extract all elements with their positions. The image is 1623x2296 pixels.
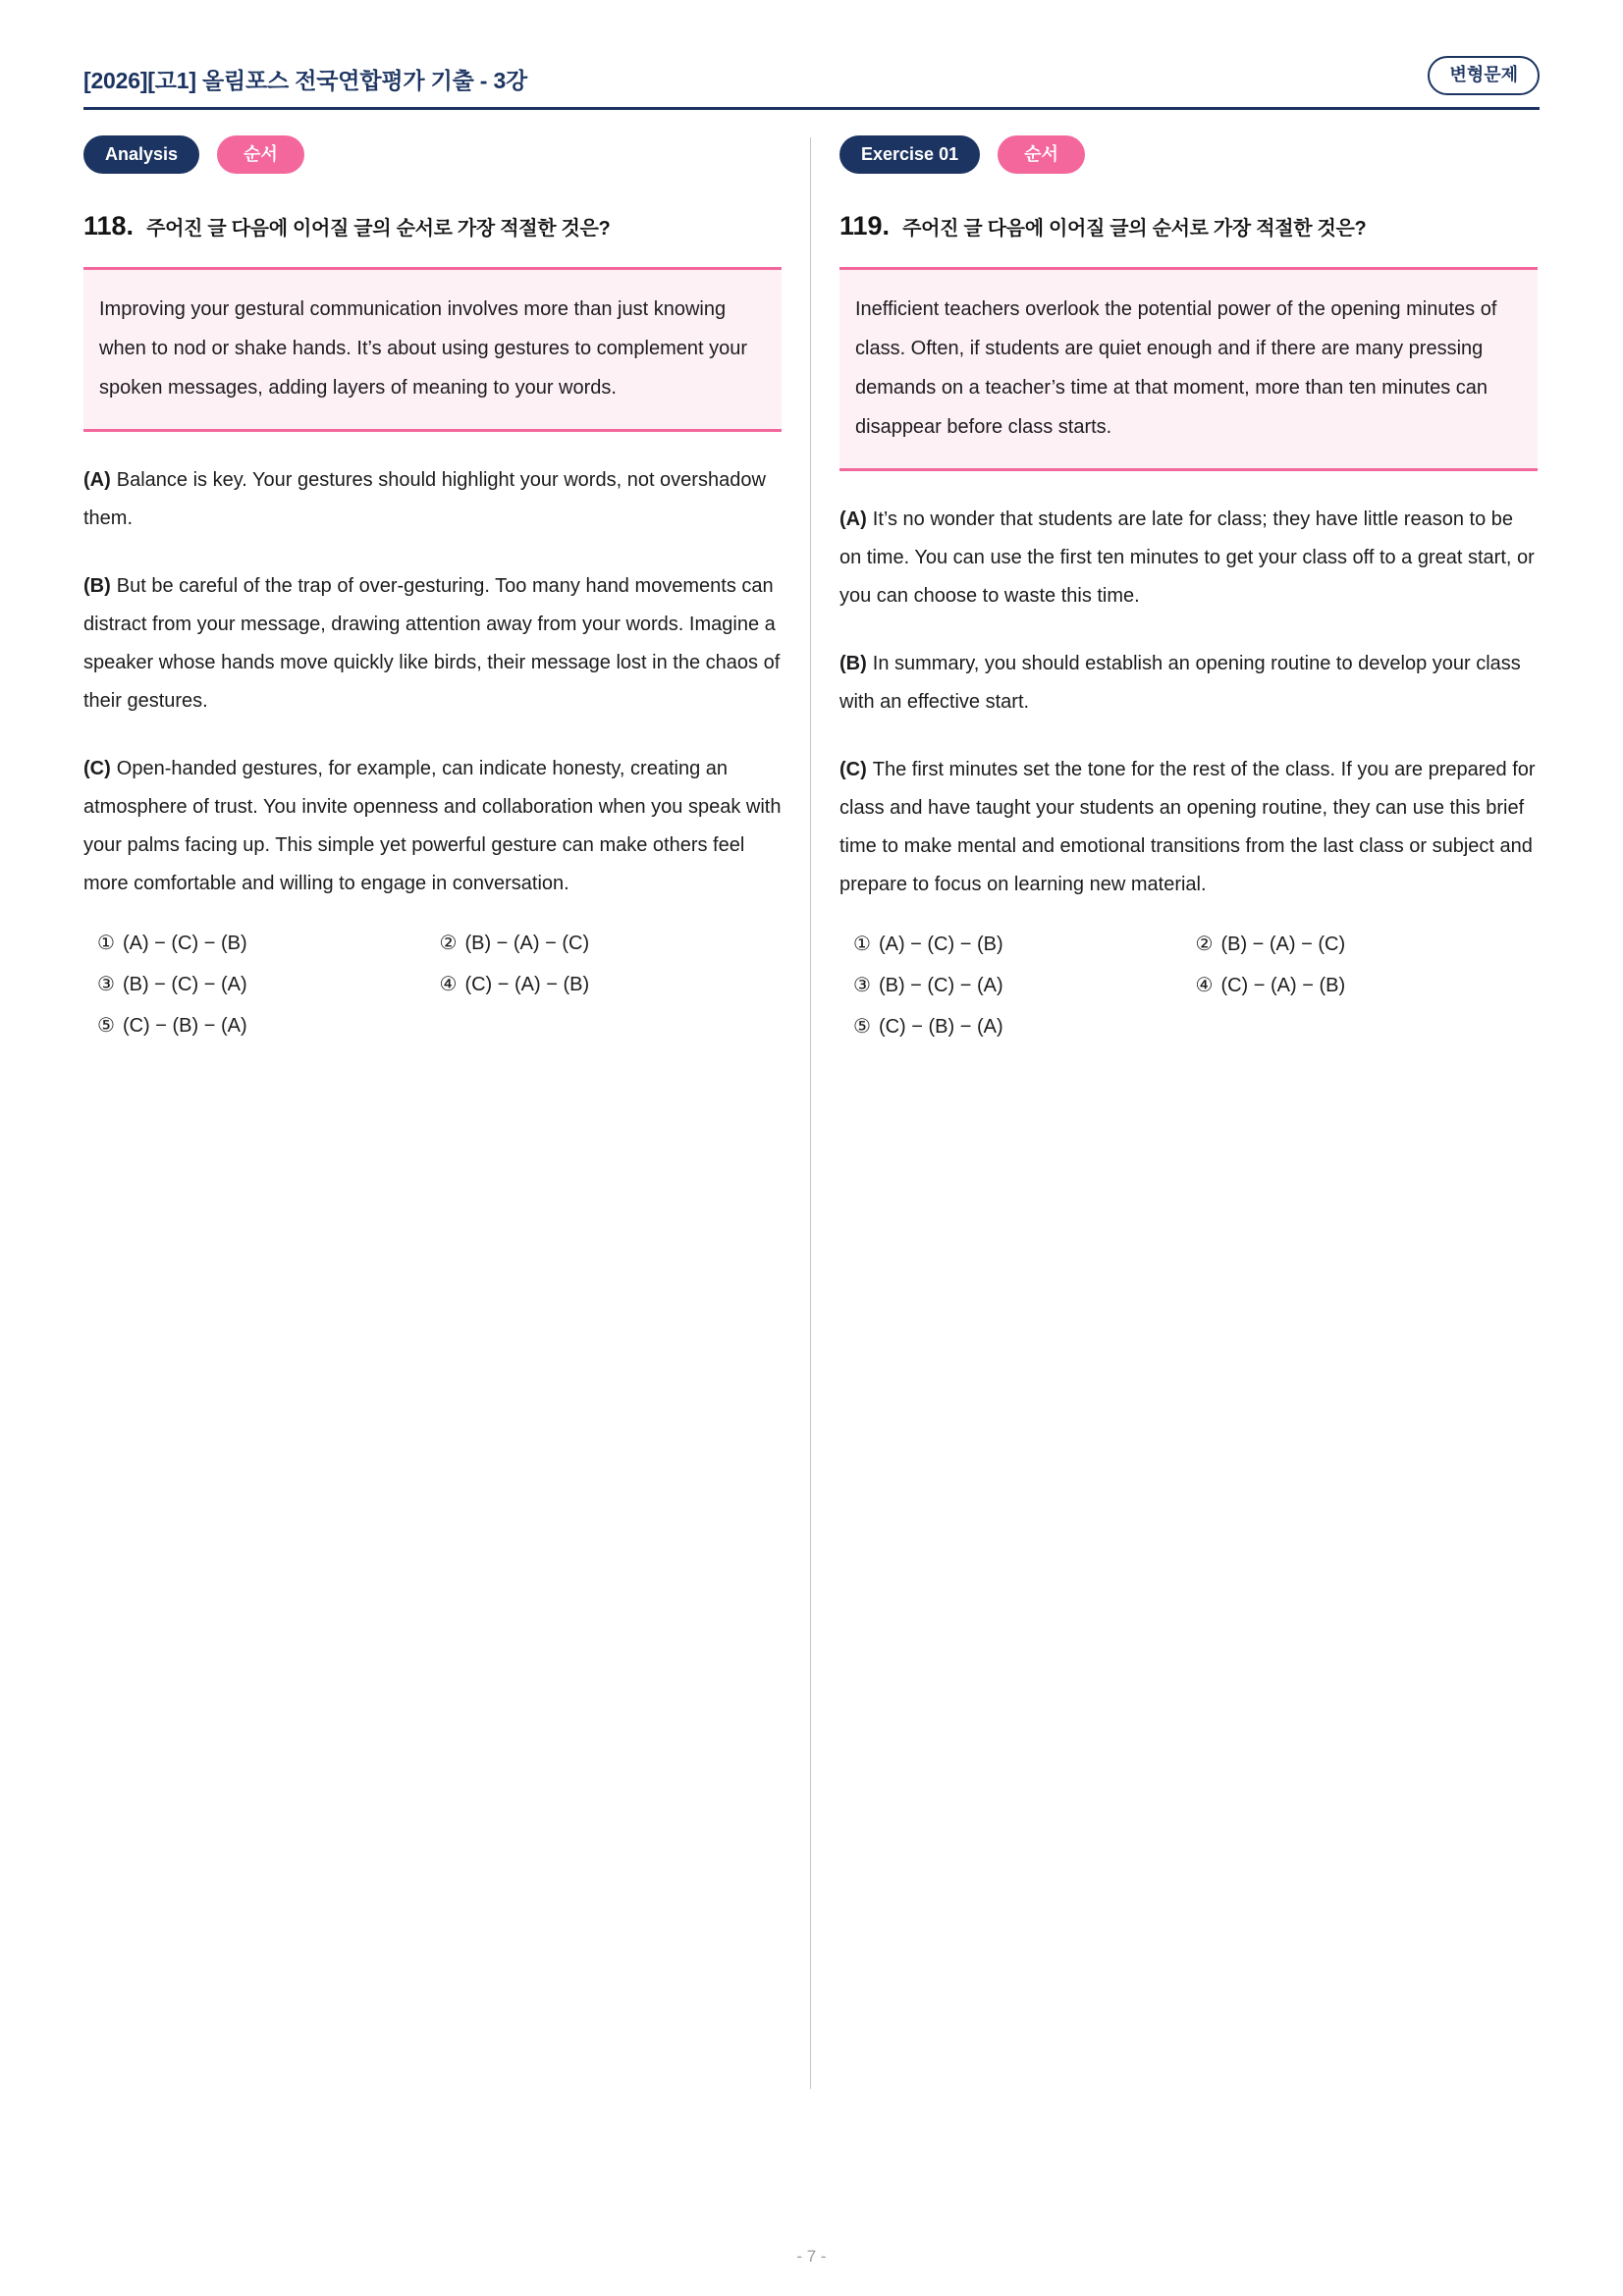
paragraph-text: Balance is key. Your gestures should highlight your words, not overshadow them. [83, 469, 766, 530]
choice-1 [853, 932, 1196, 956]
choice-2 [440, 931, 783, 955]
paragraph-text: Open-handed gestures, for example, can indicate honesty, creating an atmosphere of trust. You invite openness and collaboration when you speak with your palms facing up. This simple yet powerful gesture can make others feel more comfortable and willing to engage in conversation. [83, 758, 782, 895]
answer-choices [839, 932, 1538, 1039]
paragraph-text: But be careful of the trap of over-gesturing. Too many hand movements can distract from your message, drawing attention away from your words. Imagine a speaker whose hands move quickly like birds, their message lost in the chaos of their gestures. [83, 575, 781, 713]
paragraph-b [83, 567, 782, 721]
page-header [83, 56, 1540, 110]
paragraph-c [83, 750, 782, 903]
choice-text: (C) − (A) − (B) [464, 974, 590, 996]
page-number: - 7 - [796, 2247, 827, 2266]
choice-2 [1196, 932, 1539, 956]
choice-1 [97, 931, 440, 955]
paragraph-label: (A) [83, 469, 111, 492]
question-number: 118. [83, 211, 135, 241]
question-118-section [83, 135, 782, 2148]
choice-number: ⑤ [97, 1015, 115, 1038]
choice-number: ③ [97, 974, 115, 996]
choice-text: (C) − (A) − (B) [1220, 975, 1346, 997]
choice-5 [97, 1013, 440, 1038]
choice-number: ① [853, 934, 871, 956]
paragraph-a [839, 501, 1538, 615]
choice-number: ④ [1195, 975, 1214, 997]
type-badge-order: 순서 [217, 135, 304, 175]
choice-4 [1196, 973, 1539, 997]
question-heading [839, 211, 1538, 241]
paragraph-text: In summary, you should establish an opening routine to develop your class with an effective start. [839, 653, 1521, 714]
paragraph-a [83, 461, 782, 538]
paragraph-label: (C) [83, 758, 111, 780]
type-badge-order: 순서 [998, 135, 1085, 175]
badge-row [83, 135, 782, 175]
answer-choices [83, 931, 782, 1038]
choice-text: (B) − (C) − (A) [878, 975, 1003, 997]
paragraph-c [839, 751, 1538, 904]
choice-3 [97, 972, 440, 996]
paragraph-label: (B) [839, 653, 867, 675]
question-heading [83, 211, 782, 241]
choice-text: (B) − (C) − (A) [122, 974, 247, 996]
variant-problem-badge: 변형문제 [1428, 56, 1540, 95]
choice-3 [853, 973, 1196, 997]
choice-number: ④ [439, 974, 458, 996]
two-column-layout [83, 135, 1540, 2148]
paragraph-text: The first minutes set the tone for the rest of the class. If you are prepared for class and have taught your students an opening routine, they can use this brief time to make mental and emotional transitions from the last class or subject and prepare to focus on learning new material. [839, 759, 1536, 896]
question-prompt: 주어진 글 다음에 이어질 글의 순서로 가장 적절한 것은? [902, 218, 1367, 240]
paragraph-b [839, 645, 1538, 721]
paragraph-label: (C) [839, 759, 867, 781]
choice-number: ② [439, 933, 458, 955]
choice-number: ③ [853, 975, 871, 997]
category-badge-analysis: Analysis [83, 135, 199, 175]
choice-text: (A) − (C) − (B) [122, 933, 247, 955]
page-footer [0, 2247, 1623, 2267]
question-119-section [839, 135, 1538, 2148]
choice-number: ⑤ [853, 1016, 871, 1039]
paragraph-label: (B) [83, 575, 111, 598]
page-title: [2026][고1] 올림포스 전국연합평가 기출 - 3강 [83, 67, 528, 93]
column-divider [810, 137, 811, 2089]
choice-number: ② [1195, 934, 1214, 956]
question-prompt: 주어진 글 다음에 이어질 글의 순서로 가장 적절한 것은? [146, 218, 611, 240]
question-number: 119. [839, 211, 891, 241]
choice-number: ① [97, 933, 115, 955]
category-badge-exercise-01: Exercise 01 [839, 135, 980, 175]
passage-box: Improving your gestural communication involves more than just knowing when to nod or shake hands. It’s about using gestures to complement your spoken messages, adding layers of meaning to your words. [83, 267, 782, 432]
choice-5 [853, 1014, 1196, 1039]
choice-text: (C) − (B) − (A) [878, 1016, 1003, 1039]
choice-text: (B) − (A) − (C) [1220, 934, 1346, 956]
badge-row [839, 135, 1538, 175]
choice-4 [440, 972, 783, 996]
choice-text: (C) − (B) − (A) [122, 1015, 247, 1038]
choice-text: (A) − (C) − (B) [878, 934, 1003, 956]
paragraph-label: (A) [839, 508, 867, 531]
paragraph-text: It’s no wonder that students are late for class; they have little reason to be on time. You can use the first ten minutes to get your class off to a great start, or you can choose to waste this time. [839, 508, 1535, 608]
choice-text: (B) − (A) − (C) [464, 933, 590, 955]
passage-box: Inefficient teachers overlook the potential power of the opening minutes of class. Often, if students are quiet enough and if there are many pressing demands on a teacher’s time at that moment, more than ten minutes can disappear before class starts. [839, 267, 1538, 471]
